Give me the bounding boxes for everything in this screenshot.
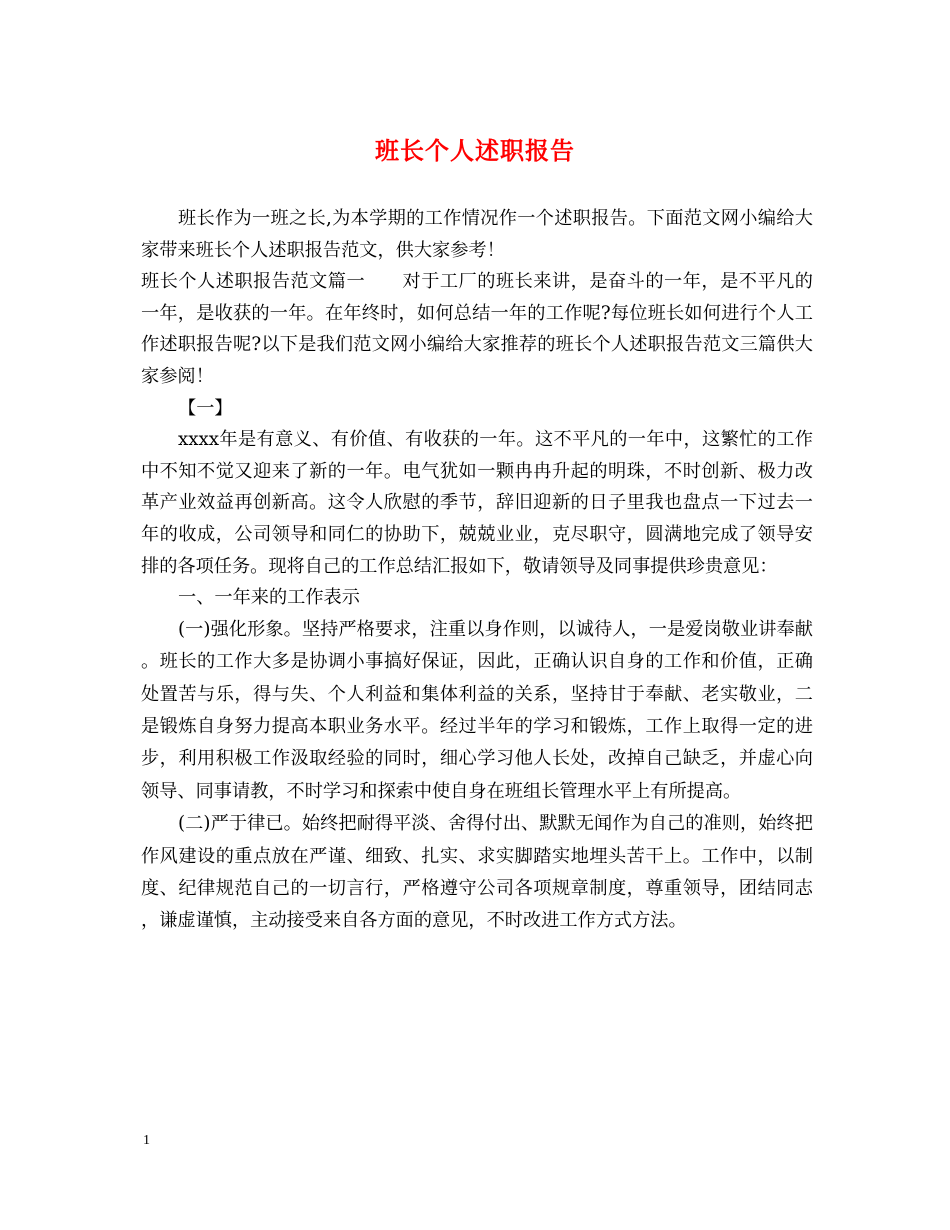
- paragraph-self-discipline: (二)严于律已。始终把耐得平淡、舍得付出、默默无闻作为自己的准则，始终把作风建设的重点放在严谨、细致、扎实、求实脚踏实地埋头苦干上。工作中，以制度、纪律规范自己的一切言行，严格遵守公司各项规章制度，尊重领导，团结同志，谦虚谨慎，主动接受来自各方面的意见，不时改进工作方式方法。: [141, 813, 813, 932]
- section-heading-one: 【一】: [178, 397, 233, 419]
- paragraph-year-summary: xxxx年是有意义、有价值、有收获的一年。这不平凡的一年中，这繁忙的工作中不知不觉又迎来了新的一年。电气犹如一颗冉冉升起的明珠，不时创新、极力改革产业效益再创新高。这令人欣慰的季节，辞旧迎新的日子里我也盘点一下过去一年的收成，公司领导和同仁的协助下，兢兢业业，克尽职守，圆满地完成了领导安排的各项任务。现将自己的工作总结汇报如下，敬请领导及同事提供珍贵意见：: [141, 429, 813, 577]
- paragraph-sample-one-intro: 班长个人述职报告范文篇一 对于工厂的班长来讲，是奋斗的一年，是不平凡的一年，是收获的一年。在年终时，如何总结一年的工作呢?每位班长如何进行个人工作述职报告呢?以下是我们范文网小编给大家推荐的班长个人述职报告范文三篇供大家参阅！: [141, 271, 813, 387]
- intro-paragraph: 班长作为一班之长,为本学期的工作情况作一个述职报告。下面范文网小编给大家带来班长个人述职报告范文，供大家参考！: [141, 208, 813, 261]
- document-title: 班长个人述职报告: [375, 136, 575, 165]
- page-number: 1: [143, 1133, 150, 1148]
- document-body: [141, 203, 813, 938]
- subheading-work-performance: 一、一年来的工作表示: [178, 587, 360, 609]
- paragraph-strengthen-image: (一)强化形象。坚持严格要求，注重以身作则，以诚待人，一是爱岗敬业讲奉献。班长的工作大多是协调小事搞好保证，因此，正确认识自身的工作和价值，正确处置苦与乐，得与失、个人利益和集体利益的关系，坚持甘于奉献、老实敬业，二是锻炼自身努力提高本职业务水平。经过半年的学习和锻炼，工作上取得一定的进步，利用积极工作汲取经验的同时，细心学习他人长处，改掉自己缺乏，并虚心向领导、同事请教，不时学习和探索中使自身在班组长管理水平上有所提高。: [141, 618, 813, 802]
